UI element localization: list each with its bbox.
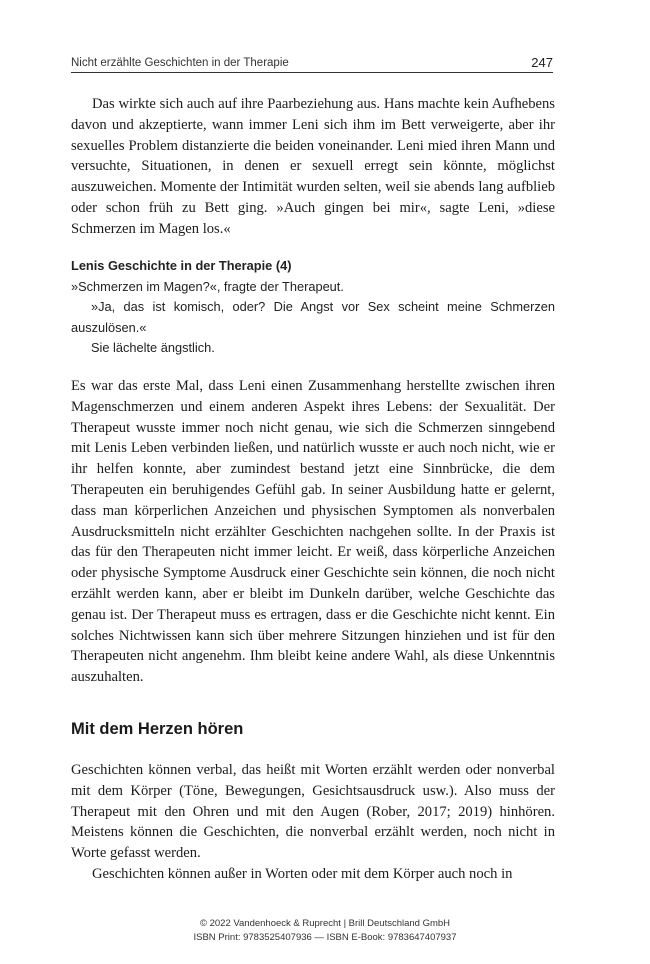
body-block-1 — [71, 94, 555, 240]
case-box — [71, 256, 555, 359]
paragraph: Das wirkte sich auch auf ihre Paarbeziehung aus. Hans machte kein Aufhebens davon und akzeptierte, wann immer Leni sich ihm im Bett verweigerte, aber ihr sexuelles Problem distanzierte die beiden voneinander. Leni mied ihren Mann und versuchte, Situationen, in denen er sexuell erregt sein könnte, möglichst auszuweichen. Momente der Intimität wurden selten, weil sie abends lang aufblieb oder schon früh zu Bett ging. »Auch gingen bei mir«, sagte Leni, »diese Schmerzen im Magen los.« — [71, 96, 555, 237]
copyright-line: © 2022 Vandenhoeck & Ruprecht | Brill Deutschland GmbH — [199, 918, 451, 929]
page-number: 247 — [531, 55, 553, 70]
paragraph: Geschichten können außer in Worten oder mit dem Körper auch noch in — [92, 865, 513, 882]
body-block-2 — [71, 376, 555, 688]
case-line: »Schmerzen im Magen?«, fragte der Therapeut. — [71, 278, 344, 294]
case-heading: Lenis Geschichte in der Therapie (4) — [71, 258, 292, 273]
body-block-3 — [71, 760, 555, 885]
running-title: Nicht erzählte Geschichten in der Therapie — [71, 57, 289, 69]
section-heading: Mit dem Herzen hören — [71, 720, 244, 738]
case-line: »Ja, das ist komisch, oder? Die Angst vor Sex scheint meine Schmerzen auszulösen.« — [71, 299, 555, 335]
paragraph: Es war das erste Mal, dass Leni einen Zusammenhang herstellte zwischen ihren Magenschmerzen und einem anderen Aspekt ihres Lebens: der Sexualität. Der Therapeut wusste immer noch nicht genau, wie sich die Schmerzen sinngebend mit Lenis Leben verbinden ließen, und natürlich wusste er auch noch nicht, wie er ihr helfen konnte, aber zumindest bestand jetzt eine Sinnbrücke, die dem Therapeuten ein beruhigendes Gefühl gab. In seiner Ausbildung hatte er gelernt, dass man körperlichen Anzeichen und physischen Symptomen als nonverbalen Ausdrucksmitteln nicht erzählter Geschichten nachgehen sollte. In der Praxis ist das für den Therapeuten nicht immer leicht. Er weiß, dass körperliche Anzeichen oder physische Symptome Ausdruck einer Geschichte sein können, die noch nicht erzählt werden kann, aber er bleibt im Dunkeln darüber, welche Geschichte das genau ist. Der Therapeut muss es ertragen, dass er die Geschichte nicht kennt. Ein solches Nichtwissen kann sich über mehrere Sitzungen hinziehen und ist für den Therapeuten nicht angenehm. Ihm bleibt keine andere Wahl, als diese Unkenntnis auszuhalten. — [71, 378, 555, 686]
paragraph: Geschichten können verbal, das heißt mit Worten erzählt werden oder nonverbal mit dem Körper (Töne, Bewegungen, Gesichtsausdruck usw.). Also muss der Therapeut mit den Ohren und mit den Augen (Rober, 2017; 2019) hinhören. Meistens können die Geschichten, die nonverbal erzählt werden, noch nicht in Worte gefasst werden. — [71, 762, 555, 862]
running-head — [71, 52, 553, 73]
case-line: Sie lächelte ängstlich. — [91, 340, 215, 356]
copyright-footer — [0, 917, 650, 944]
isbn-line: ISBN Print: 9783525407936 — ISBN E-Book: 9783647407937 — [193, 931, 457, 943]
